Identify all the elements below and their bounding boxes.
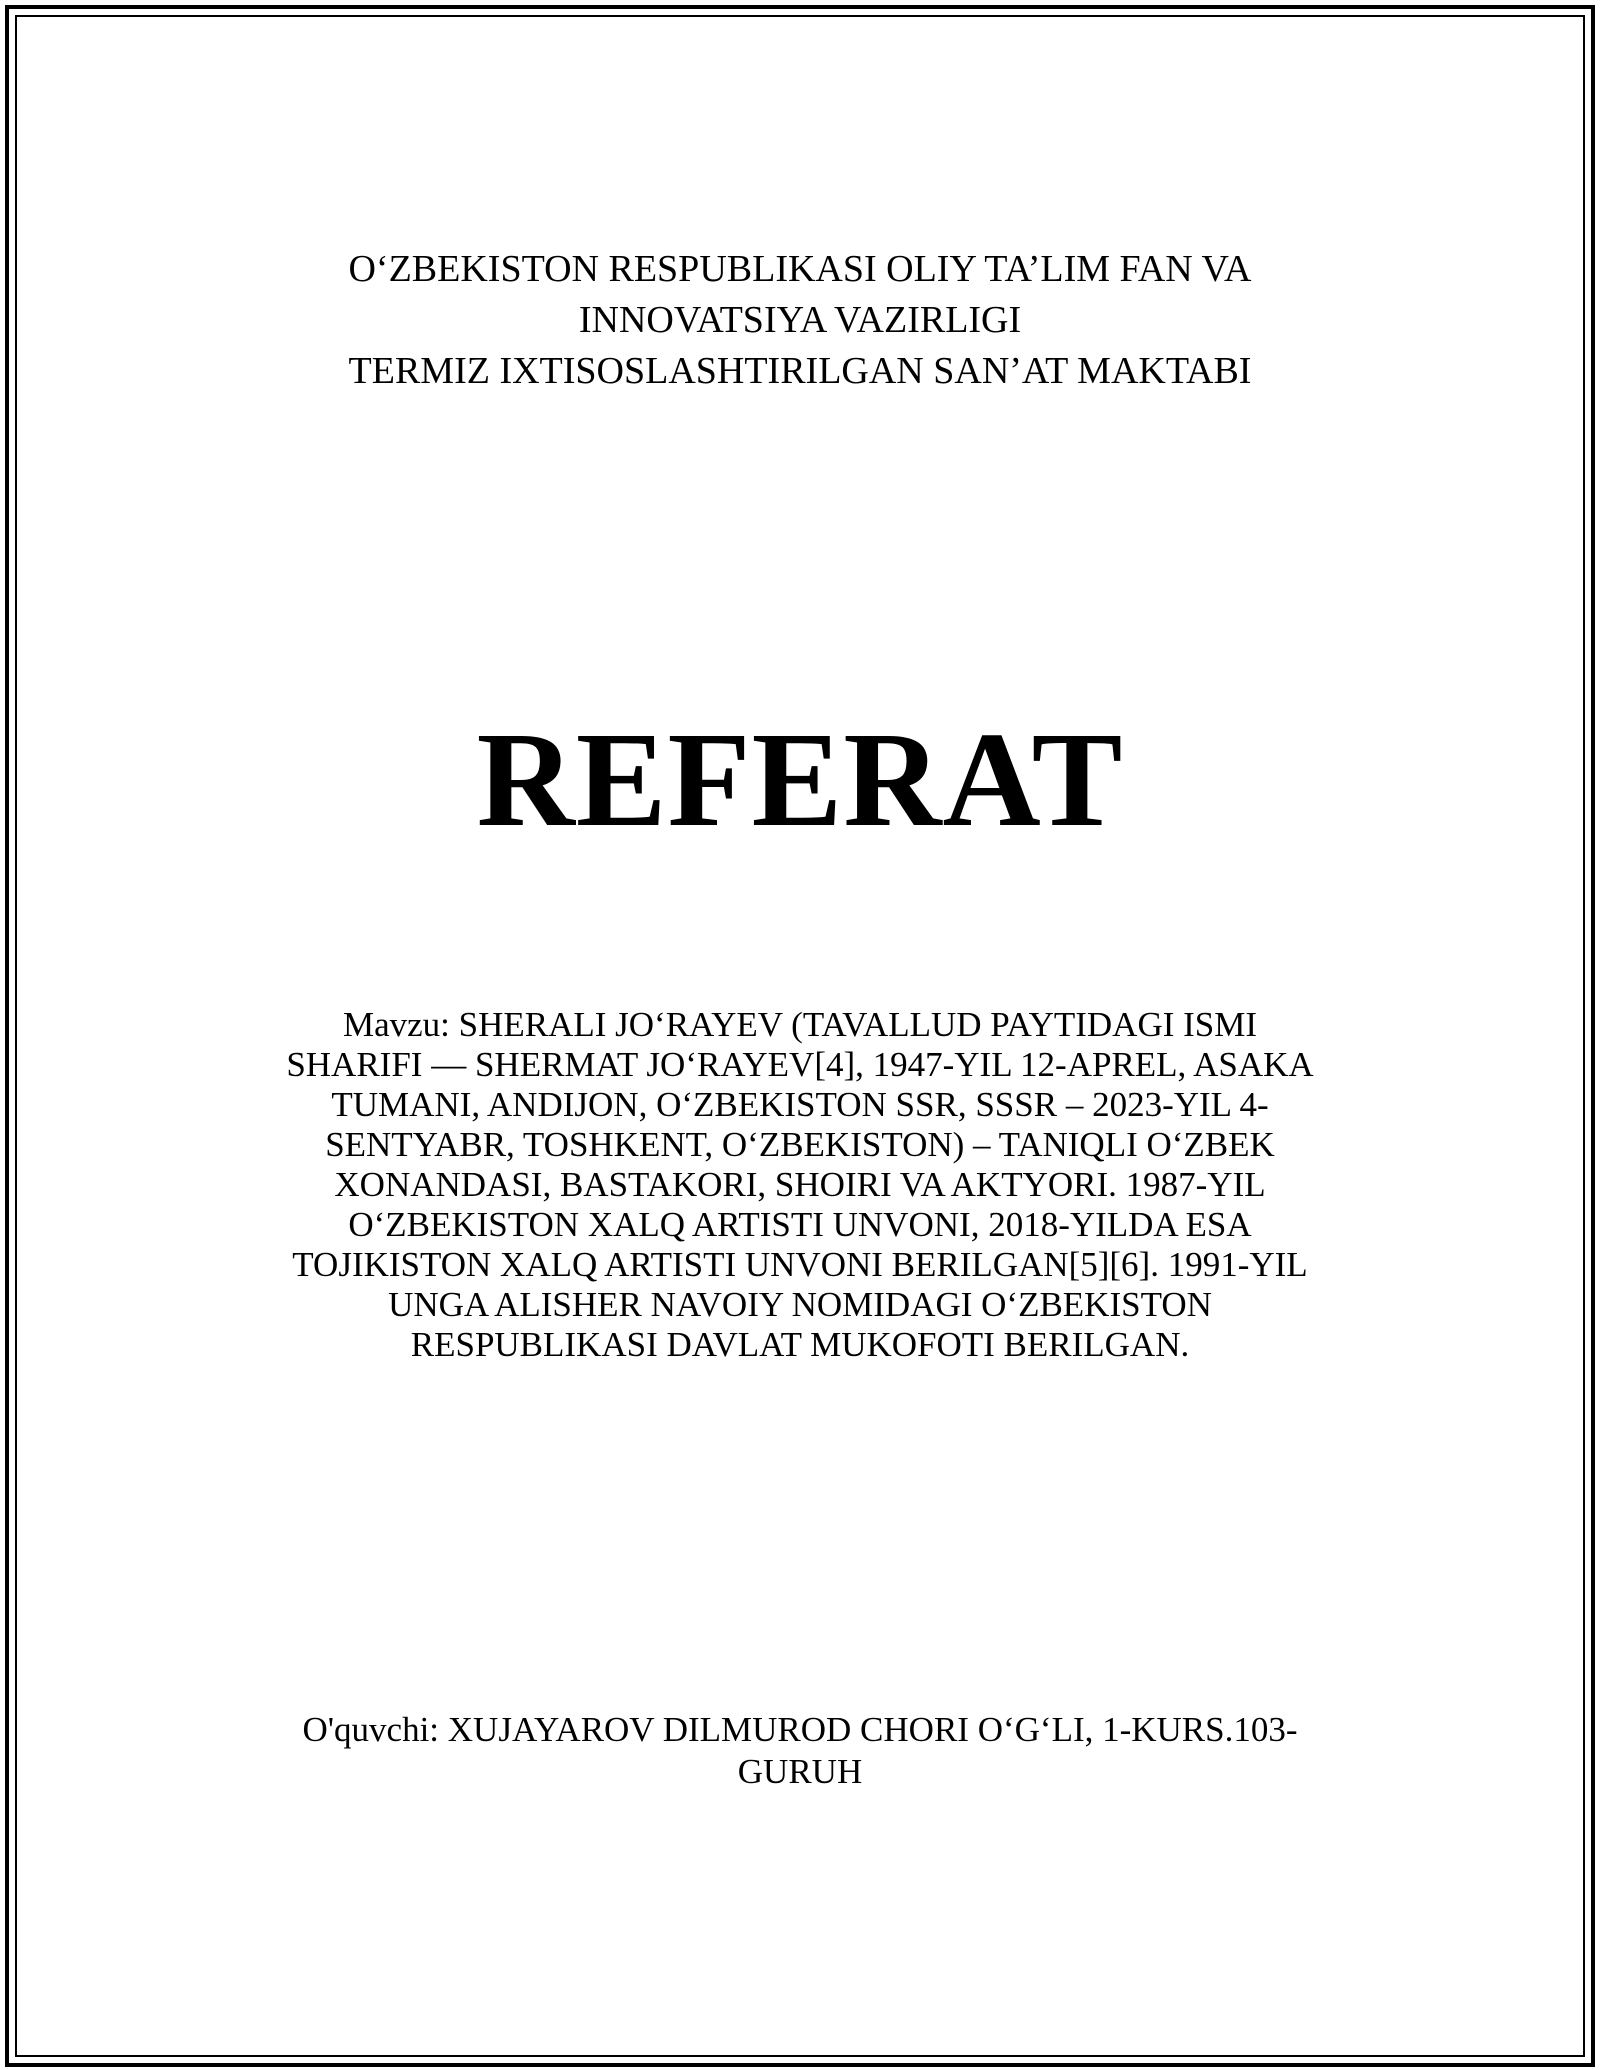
topic-line: XONANDASI, BASTAKORI, SHOIRI VA AKTYORI. 1987-YIL (334, 1165, 1266, 1204)
header-line: INNOVATSIYA VAZIRLIGI (578, 299, 1022, 341)
topic-line: SHARIFI — SHERMAT JO‘RAYEV[4], 1947-YIL 12-APREL, ASAKA (286, 1045, 1314, 1084)
header-line: O‘ZBEKISTON RESPUBLIKASI OLIY TA’LIM FAN VA (348, 248, 1252, 290)
topic-line: SENTYABR, TOSHKENT, O‘ZBEKISTON) – TANIQLI O‘ZBEK (325, 1125, 1275, 1164)
topic-line: TUMANI, ANDIJON, O‘ZBEKISTON SSR, SSSR – 2023-YIL 4- (331, 1085, 1269, 1124)
student-line: GURUH (737, 1752, 863, 1791)
topic-line: O‘ZBEKISTON XALQ ARTISTI UNVONI, 2018-YILDA ESA (348, 1205, 1252, 1244)
student-info (255, 1709, 1345, 1793)
header-line: TERMIZ IXTISOSLASHTIRILGAN SAN’AT MAKTABI (348, 350, 1252, 392)
ministry-header (0, 244, 1600, 397)
topic-paragraph (255, 1005, 1345, 1365)
student-line: O'quvchi: XUJAYAROV DILMUROD CHORI O‘G‘LI, 1-KURS.103- (302, 1710, 1298, 1749)
topic-line: Mavzu: SHERALI JO‘RAYEV (TAVALLUD PAYTIDAGI ISMI (342, 1005, 1258, 1044)
document-title: REFERAT (476, 705, 1124, 855)
topic-line: RESPUBLIKASI DAVLAT MUKOFOTI BERILGAN. (410, 1325, 1190, 1364)
topic-line: UNGA ALISHER NAVOIY NOMIDAGI O‘ZBEKISTON (388, 1285, 1212, 1324)
topic-line: TOJIKISTON XALQ ARTISTI UNVONI BERILGAN[5][6]. 1991-YIL (292, 1245, 1308, 1284)
